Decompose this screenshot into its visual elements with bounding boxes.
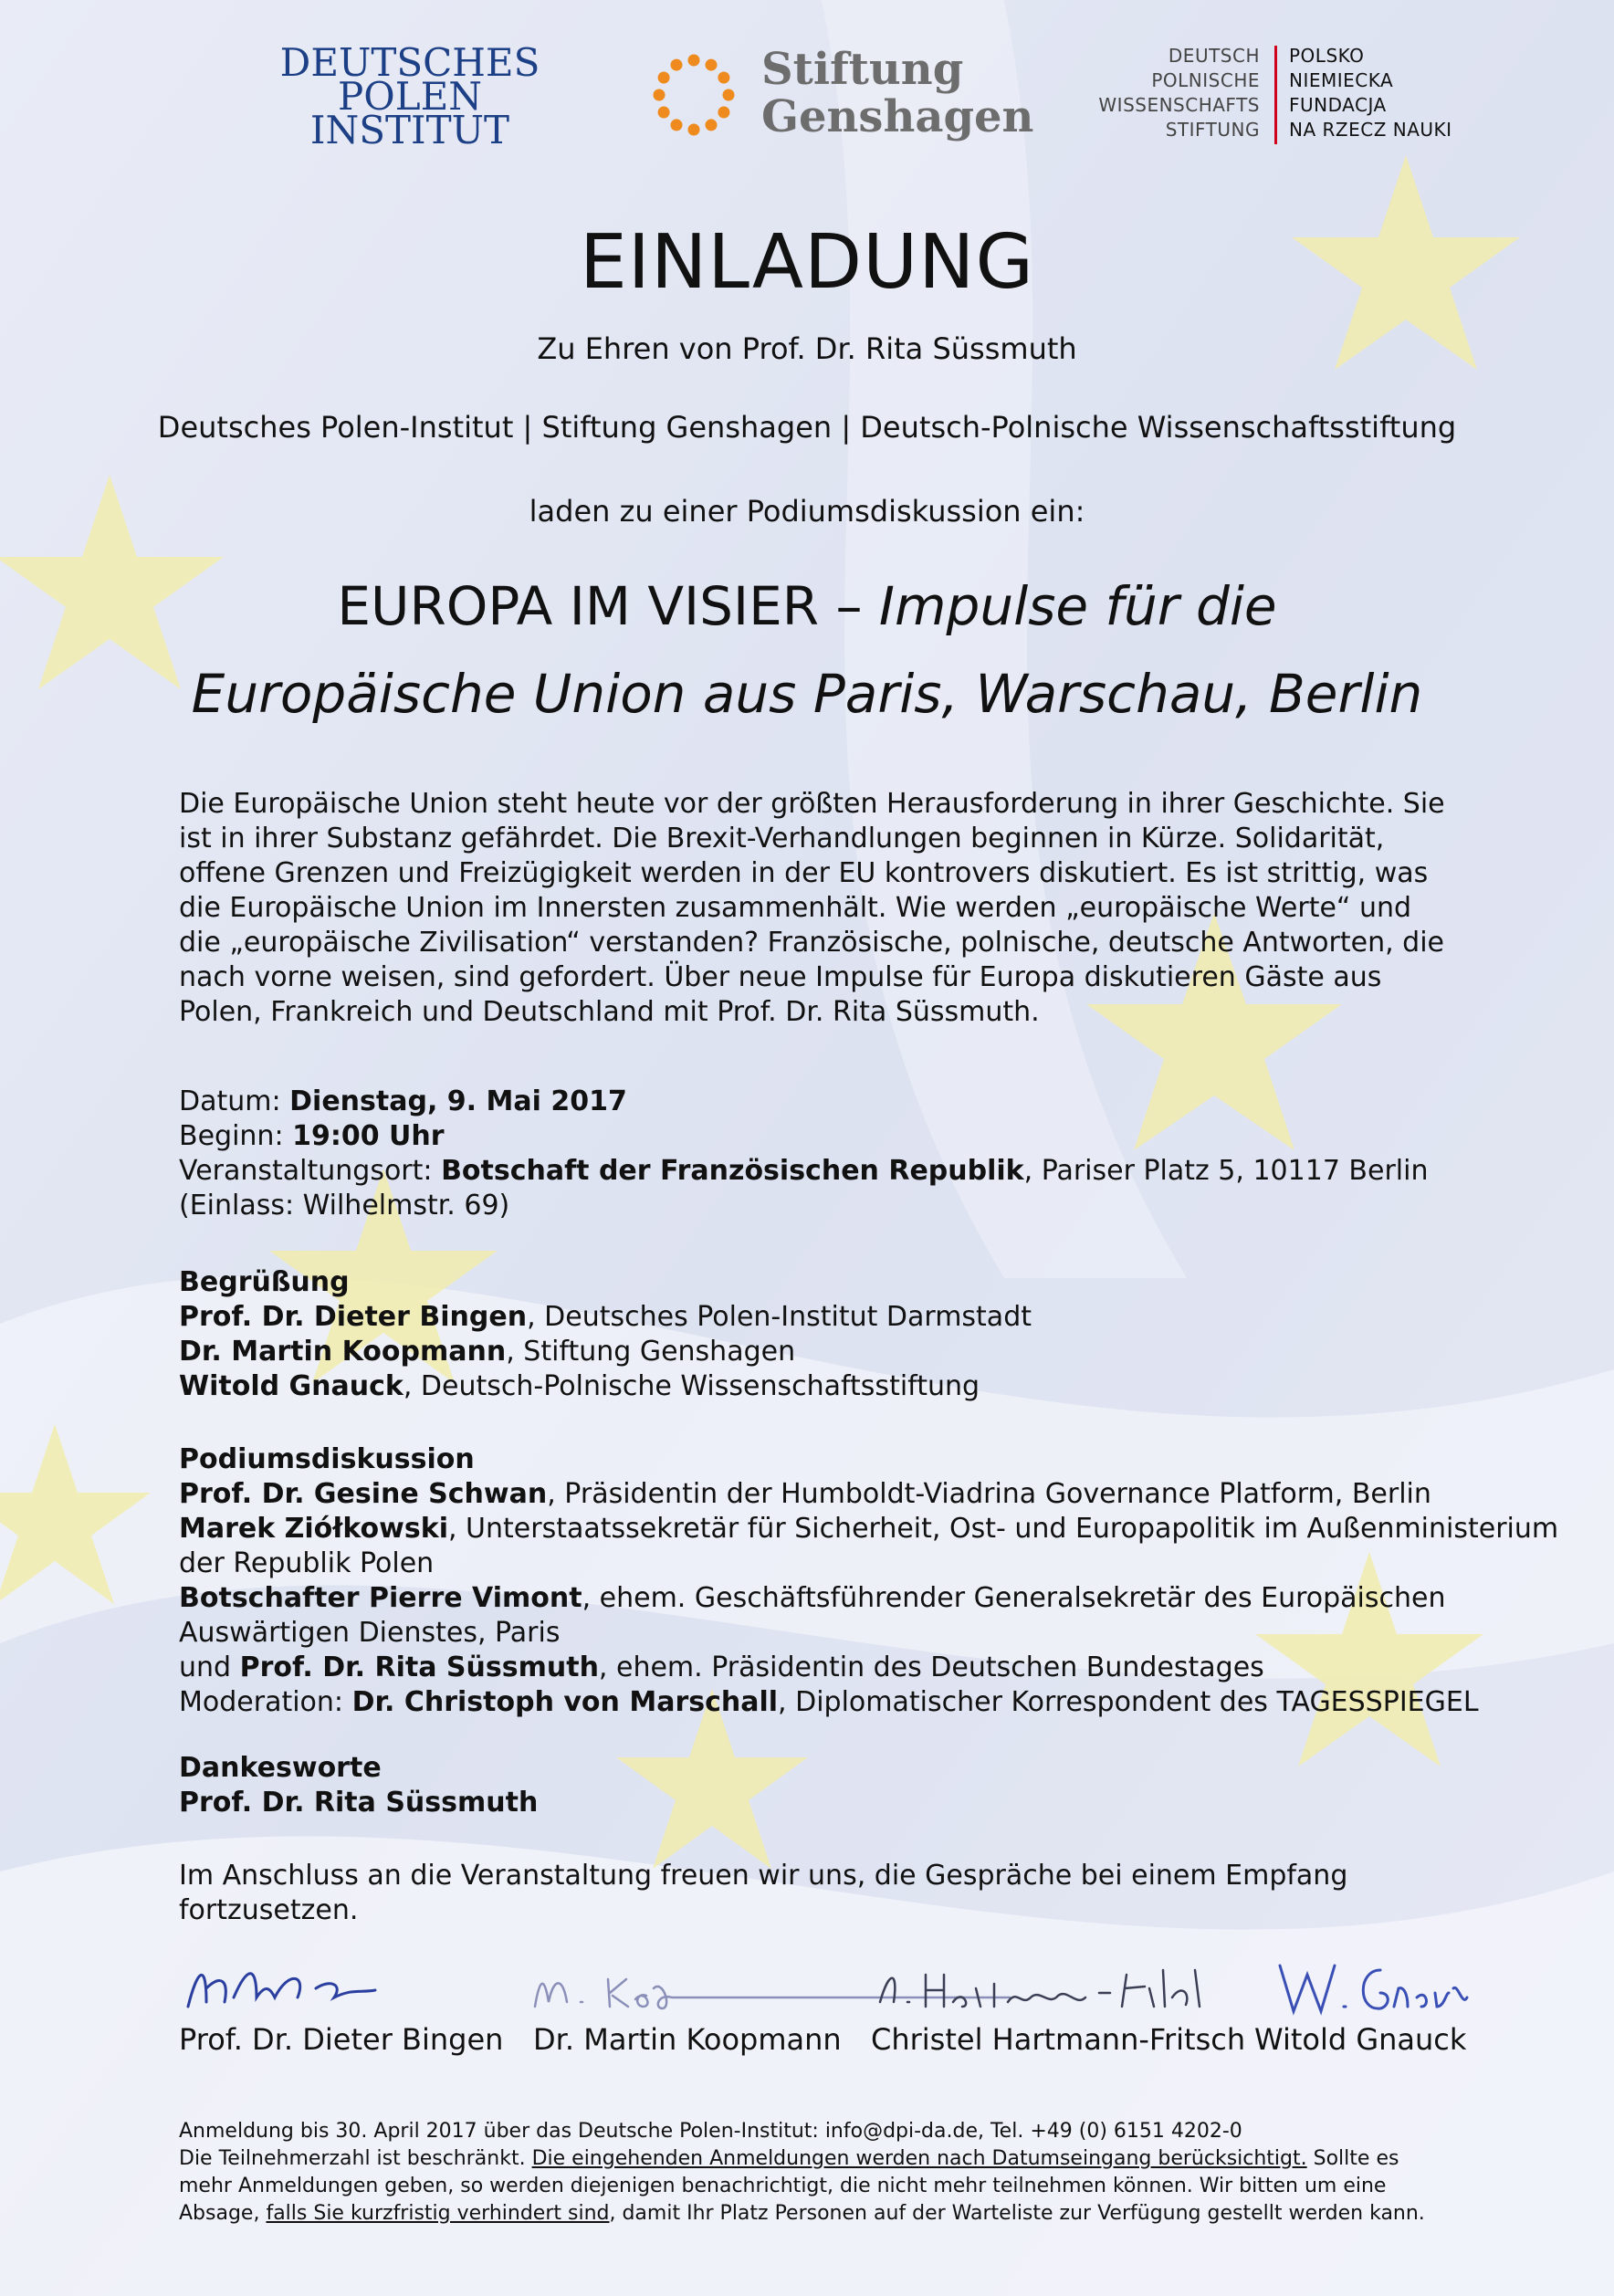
- panelist-name: Prof. Dr. Gesine Schwan: [179, 1478, 548, 1510]
- event-title-line-1: [0, 573, 1614, 639]
- panelist-role: , ehem. Geschäftsführender Generalsekretär des Europäischen: [582, 1582, 1446, 1614]
- dpws-de-line: POLNISCHE: [1151, 69, 1260, 91]
- signatory-name: Prof. Dr. Dieter Bingen: [179, 2022, 504, 2057]
- dpi-logo-line: POLEN: [338, 74, 482, 119]
- genshagen-dot: [718, 72, 729, 84]
- genshagen-dot: [688, 55, 700, 67]
- dpws-pl-line: NA RZECZ NAUKI: [1289, 119, 1452, 141]
- intro-line: ist in ihrer Substanz gefährdet. Die Brexit-Verhandlungen beginnen in Kürze. Solidarität,: [179, 823, 1385, 854]
- start-label: Beginn:: [179, 1120, 293, 1152]
- footer-text: Absage,: [179, 2202, 267, 2225]
- genshagen-dot: [718, 107, 729, 119]
- genshagen-dot: [723, 89, 735, 101]
- dpws-pl-line: POLSKO: [1289, 45, 1365, 67]
- intro-line: offene Grenzen und Freizügigkeit werden in der EU kontrovers diskutiert. Es ist strittig, was: [179, 857, 1429, 889]
- dpws-pl-line: NIEMIECKA: [1289, 69, 1394, 91]
- panelist-role: , Unterstaatssekretär für Sicherheit, Ost- und Europapolitik im Außenministerium: [447, 1513, 1559, 1545]
- greeting-speaker: [179, 1300, 1468, 1335]
- honor-line: Zu Ehren von Prof. Dr. Rita Süssmuth: [537, 331, 1077, 366]
- dpws-german-name: [1098, 44, 1260, 142]
- footer-text: , damit Ihr Platz Personen auf der Warteliste zur Verfügung gestellt werden kann.: [609, 2202, 1425, 2225]
- intro-line: die Europäische Union im Innersten zusammenhält. Wie werden „europäische Werte“ und: [179, 892, 1412, 924]
- footer-line: [179, 2145, 1468, 2173]
- panel-conjunction: und: [179, 1651, 240, 1683]
- date-value: Dienstag, 9. Mai 2017: [289, 1085, 627, 1117]
- genshagen-word: Stiftung: [761, 44, 964, 95]
- signatures: [179, 1952, 1468, 2089]
- organizers-line: Deutsches Polen-Institut | Stiftung Genshagen | Deutsch-Polnische Wissenschaftsstiftung: [157, 410, 1457, 445]
- panel-line: [179, 1651, 1468, 1685]
- moderation-label: Moderation:: [179, 1686, 352, 1718]
- genshagen-word: Genshagen: [761, 91, 1034, 142]
- panel-line: der Republik Polen: [179, 1547, 435, 1579]
- signature-hartmann-fritsch: [871, 1952, 1236, 2025]
- genshagen-dot: [658, 72, 670, 84]
- start-row: [179, 1119, 1468, 1154]
- footer-line: mehr Anmeldungen geben, so werden diejenigen benachrichtigt, die nicht mehr teilnehmen können. Wir bitten um eine: [179, 2175, 1387, 2197]
- genshagen-logo: [648, 46, 1032, 146]
- panel-line: [179, 1581, 1468, 1616]
- thanks-section: [179, 1751, 1468, 1820]
- venue-label: Veranstaltungsort:: [179, 1155, 442, 1187]
- panelist-name: Prof. Dr. Rita Süssmuth: [239, 1651, 599, 1683]
- dpi-logo-line: INSTITUT: [309, 108, 510, 152]
- greeting-speaker: [179, 1369, 1468, 1404]
- footer-underlined: Die eingehenden Anmeldungen werden nach Datumseingang berücksichtigt.: [531, 2147, 1307, 2170]
- dpws-de-line: WISSENSCHAFTS: [1098, 94, 1260, 116]
- intro-line: Polen, Frankreich und Deutschland mit Prof. Dr. Rita Süssmuth.: [179, 996, 1040, 1028]
- start-value: 19:00 Uhr: [292, 1120, 445, 1152]
- signatory-name: Christel Hartmann-Fritsch: [871, 2022, 1246, 2057]
- dpws-de-line: DEUTSCH: [1168, 45, 1260, 67]
- genshagen-dot: [688, 124, 700, 136]
- date-row: [179, 1085, 1468, 1119]
- dpws-polish-name: [1289, 44, 1452, 142]
- thanks-speaker: Prof. Dr. Rita Süssmuth: [179, 1787, 539, 1819]
- intro-line: die „europäische Zivilisation“ verstanden? Französische, polnische, deutsche Antworten, die: [179, 927, 1444, 959]
- genshagen-dots-icon: [648, 49, 739, 141]
- speaker-name: Witold Gnauck: [179, 1370, 404, 1402]
- genshagen-dot: [671, 119, 683, 131]
- event-details: [179, 1085, 1468, 1223]
- moderator-role: , Diplomatischer Korrespondent des TAGESSPIEGEL: [778, 1686, 1479, 1718]
- panel-heading: Podiumsdiskussion: [179, 1443, 475, 1475]
- greeting-heading: Begrüßung: [179, 1266, 350, 1298]
- venue-row: [179, 1154, 1468, 1189]
- dpws-pl-line: FUNDACJA: [1289, 94, 1387, 116]
- panel-line: [179, 1685, 1479, 1720]
- speaker-affiliation: , Deutsch-Polnische Wissenschaftsstiftung: [403, 1370, 980, 1402]
- closing-line: Im Anschluss an die Veranstaltung freuen wir uns, die Gespräche bei einem Empfang fortzusetzen.: [179, 1860, 1348, 1926]
- panelist-role: , Präsidentin der Humboldt-Viadrina Governance Platform, Berlin: [547, 1478, 1431, 1510]
- dpi-logo-line: DEUTSCHES: [279, 40, 540, 85]
- invite-line: laden zu einer Podiumsdiskussion ein:: [529, 494, 1085, 529]
- moderator-name: Dr. Christoph von Marschall: [351, 1686, 779, 1718]
- footer-text: Sollte es: [1306, 2147, 1399, 2170]
- genshagen-wordmark: [761, 46, 1033, 141]
- intro-line: nach vorne weisen, sind gefordert. Über neue Impulse für Europa diskutieren Gäste aus: [179, 961, 1382, 993]
- venue-value: Botschaft der Französischen Republik: [441, 1155, 1024, 1187]
- panel-line: Auswärtigen Dienstes, Paris: [179, 1617, 561, 1649]
- speaker-name: Dr. Martin Koopmann: [179, 1336, 507, 1368]
- panelist-role: , ehem. Präsidentin des Deutschen Bundestages: [598, 1651, 1264, 1683]
- event-title-caps: EUROPA IM VISIER –: [337, 575, 879, 637]
- genshagen-dot: [706, 119, 718, 131]
- footer-underlined: falls Sie kurzfristig verhindert sind: [266, 2202, 610, 2225]
- panel-line: [179, 1477, 1468, 1512]
- genshagen-dot: [654, 89, 666, 101]
- event-title-italic: Impulse für die: [878, 575, 1277, 637]
- panel-section: [179, 1442, 1559, 1720]
- registration-footer: [179, 2118, 1468, 2228]
- greeting-section: [179, 1265, 1468, 1404]
- thanks-heading: Dankesworte: [179, 1752, 382, 1784]
- entry-note: (Einlass: Wilhelmstr. 69): [179, 1190, 510, 1221]
- venue-address: , Pariser Platz 5, 10117 Berlin: [1023, 1155, 1429, 1187]
- event-title-line-2: Europäische Union aus Paris, Warschau, Berlin: [191, 663, 1423, 725]
- signature-gnauck: [1271, 1952, 1472, 2025]
- speaker-affiliation: , Stiftung Genshagen: [506, 1336, 796, 1368]
- intro-paragraph: [179, 787, 1468, 1030]
- panelist-name: Botschafter Pierre Vimont: [179, 1582, 582, 1614]
- dpi-logo: [279, 40, 540, 152]
- signatory-name: Witold Gnauck: [1254, 2022, 1467, 2057]
- date-label: Datum:: [179, 1085, 290, 1117]
- signature-bingen: [179, 1952, 416, 2025]
- footer-line: Anmeldung bis 30. April 2017 über das Deutsche Polen-Institut: info@dpi-da.de, Tel. +49 (0) 6151 4202-0: [179, 2120, 1242, 2143]
- speaker-name: Prof. Dr. Dieter Bingen: [179, 1301, 528, 1333]
- dpws-de-line: STIFTUNG: [1165, 119, 1260, 141]
- panel-line: [179, 1512, 1559, 1546]
- genshagen-dot: [671, 59, 683, 71]
- signatory-name: Dr. Martin Koopmann: [533, 2022, 842, 2057]
- footer-line: [179, 2200, 1468, 2228]
- page-title: EINLADUNG: [579, 219, 1035, 306]
- dpws-divider: [1274, 46, 1277, 144]
- dpws-logo: [1059, 44, 1461, 149]
- intro-line: Die Europäische Union steht heute vor der größten Herausforderung in ihrer Geschichte. Sie: [179, 788, 1445, 820]
- panelist-name: Marek Ziółkowski: [179, 1513, 448, 1545]
- greeting-speaker: [179, 1335, 1468, 1369]
- genshagen-dot: [706, 59, 718, 71]
- genshagen-dot: [658, 107, 670, 119]
- speaker-affiliation: , Deutsches Polen-Institut Darmstadt: [527, 1301, 1032, 1333]
- footer-text: Die Teilnehmerzahl ist beschränkt.: [179, 2147, 532, 2170]
